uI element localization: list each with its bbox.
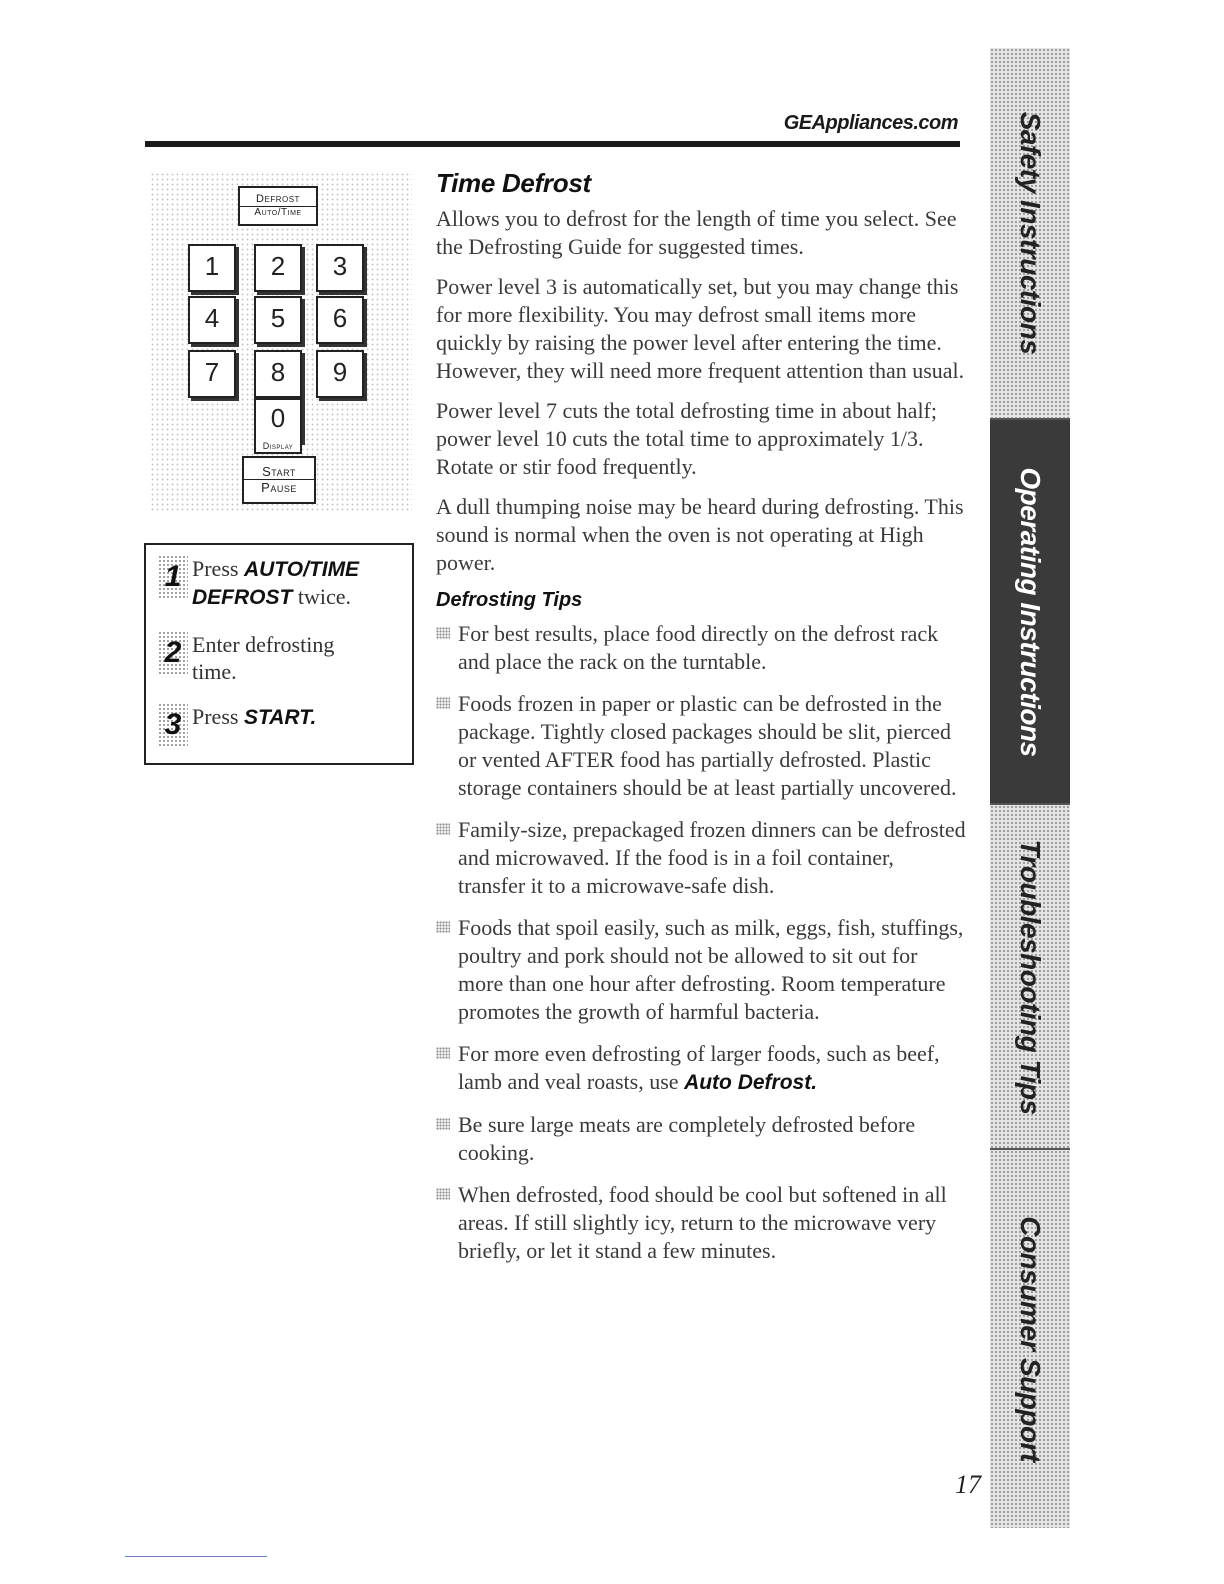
step-1-bold: AUTO/TIME DEFROST xyxy=(192,558,360,609)
tip-item xyxy=(436,1111,966,1167)
key-7: 7 xyxy=(188,350,236,398)
header-rule xyxy=(145,141,960,147)
paragraph-4: A dull thumping noise may be heard during defrosting. This sound is normal when the oven is not operating at High power. xyxy=(436,494,964,575)
key-4: 4 xyxy=(188,296,236,344)
paragraph-2: Power level 3 is automatically set, but you may change this for more flexibility. You may defrost small items more quickly by raising the power level after entering the time. However, they will need more frequent attention than usual. xyxy=(436,274,965,383)
key-5: 5 xyxy=(254,296,302,344)
step-2-text: Enter defrosting time. xyxy=(192,632,335,684)
tip-text: Foods frozen in paper or plastic can be defrosted in the package. Tightly closed packages should be slit, pierced or vented AFTER food has partially defrosted. Plastic storage containers should be at least partially uncovered. xyxy=(458,691,957,800)
step-3-pre: Press xyxy=(192,704,244,729)
main-content xyxy=(436,168,966,1279)
key-0-digit: 0 xyxy=(270,403,286,433)
bullet-icon xyxy=(436,823,450,835)
tab-label: Troubleshooting Tips xyxy=(1015,838,1046,1115)
section-tabs xyxy=(990,48,1070,1528)
tip-item xyxy=(436,1040,966,1097)
tab-troubleshooting-tips[interactable] xyxy=(990,803,1070,1148)
step-1-pre: Press xyxy=(192,556,244,581)
key-3: 3 xyxy=(316,244,364,292)
tip-text: Family-size, prepackaged frozen dinners can be defrosted and microwaved. If the food is in a foil container, transfer it to a microwave-safe dish. xyxy=(458,817,966,898)
tip-item xyxy=(436,1181,966,1265)
tips-list xyxy=(436,620,966,1265)
key-6: 6 xyxy=(316,296,364,344)
tab-safety-instructions[interactable] xyxy=(990,48,1070,418)
start-key-label: Start xyxy=(262,464,296,479)
tip-text: When defrosted, food should be cool but softened in all areas. If still slightly icy, return to the microwave very briefly, or let it stand a few minutes. xyxy=(458,1182,947,1263)
pause-key-label: Pause xyxy=(244,479,314,496)
keypad-illustration xyxy=(150,172,412,512)
defrost-key-label: Defrost xyxy=(256,193,300,205)
site-url: GEAppliances.com xyxy=(783,112,958,134)
tip-item xyxy=(436,690,966,802)
key-0 xyxy=(254,398,302,442)
page-number: 17 xyxy=(955,1470,981,1499)
tip-text: Foods that spoil easily, such as milk, eggs, fish, stuffings, poultry and pork should not be allowed to sit out for more than one hour after defrosting. Room temperature promotes the growth of harmful bacteria. xyxy=(458,915,964,1024)
footer-line xyxy=(125,1556,267,1557)
step-1-post: twice. xyxy=(292,584,351,609)
start-pause-key xyxy=(242,456,316,504)
step-1-number: 1 xyxy=(158,555,188,599)
tab-label: Consumer Support xyxy=(1015,1216,1046,1462)
auto-defrost-ref: Auto Defrost. xyxy=(684,1071,818,1094)
bullet-icon xyxy=(436,697,450,709)
tip-text: Be sure large meats are completely defrosted before cooking. xyxy=(458,1112,916,1165)
bullet-icon xyxy=(436,921,450,933)
step-2-number: 2 xyxy=(158,631,188,675)
bullet-icon xyxy=(436,1188,450,1200)
tab-consumer-support[interactable] xyxy=(990,1148,1070,1528)
tab-label: Safety Instructions xyxy=(1015,111,1046,355)
paragraph-1: Allows you to defrost for the length of time you select. See the Defrosting Guide for suggested times. xyxy=(436,206,957,259)
key-2: 2 xyxy=(254,244,302,292)
display-key-label: Display xyxy=(254,440,302,454)
step-3-bold: START. xyxy=(243,706,317,729)
tip-item xyxy=(436,914,966,1026)
key-1: 1 xyxy=(188,244,236,292)
tab-label: Operating Instructions xyxy=(1015,466,1046,757)
bullet-icon xyxy=(436,627,450,639)
tips-title: Defrosting Tips xyxy=(436,589,583,611)
bullet-icon xyxy=(436,1047,450,1059)
tip-text: For more even defrosting of larger foods, such as beef, lamb and veal roasts, use xyxy=(458,1041,940,1094)
tab-operating-instructions[interactable] xyxy=(990,418,1070,803)
key-8: 8 xyxy=(254,350,302,398)
key-9: 9 xyxy=(316,350,364,398)
paragraph-3: Power level 7 cuts the total defrosting time in about half; power level 10 cuts the total time to approximately 1/3. Rotate or stir food frequently. xyxy=(436,398,937,479)
tip-item xyxy=(436,620,966,676)
step-3-number: 3 xyxy=(158,703,188,747)
defrost-auto-time-key xyxy=(238,186,318,226)
section-title: Time Defrost xyxy=(436,168,591,198)
bullet-icon xyxy=(436,1118,450,1130)
steps-box xyxy=(144,543,414,765)
tip-item xyxy=(436,816,966,900)
tip-text: For best results, place food directly on the defrost rack and place the rack on the turntable. xyxy=(458,621,939,674)
auto-time-key-label: Auto/Time xyxy=(240,206,316,218)
